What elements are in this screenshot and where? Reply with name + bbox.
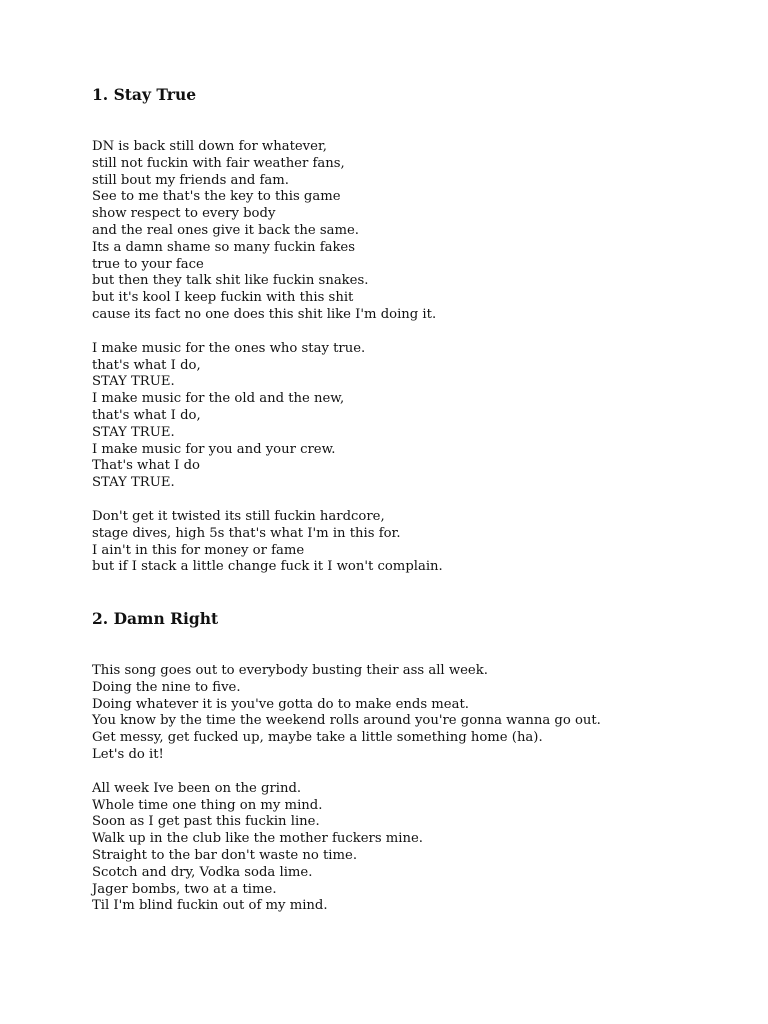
lyric-line: Get messy, get fucked up, maybe take a little something home (ha). [92, 730, 543, 746]
lyric-line: cause its fact no one does this shit like I'm doing it. [92, 306, 437, 322]
lyric-line: still bout my friends and fam. [92, 172, 289, 188]
lyric-line: Jager bombs, two at a time. [92, 881, 277, 897]
lyric-line: Scotch and dry, Vodka soda lime. [92, 864, 313, 880]
lyric-line: Straight to the bar don't waste no time. [92, 847, 358, 863]
lyric-line: All week Ive been on the grind. [92, 780, 302, 796]
lyric-line: Let's do it! [92, 746, 164, 762]
lyric-line: I make music for the old and the new, [92, 391, 345, 407]
lyric-line: Whole time one thing on my mind. [92, 797, 323, 813]
lyrics [92, 663, 752, 915]
lyric-line: This song goes out to everybody busting their ass all week. [92, 663, 488, 678]
lyric-line: stage dives, high 5s that's what I'm in this for. [92, 525, 401, 541]
lyric-line: Soon as I get past this fuckin line. [92, 814, 320, 830]
lyric-line: but then they talk shit like fuckin snakes. [92, 273, 369, 289]
chorus [92, 341, 752, 492]
song-stay-true [92, 85, 752, 593]
lyric-line: that's what I do, [92, 357, 201, 373]
lyric-line: Walk up in the club like the mother fuckers mine. [92, 831, 423, 847]
verse-1 [92, 781, 752, 915]
lyric-line: still not fuckin with fair weather fans, [92, 155, 345, 171]
lyric-line: I make music for the ones who stay true. [92, 340, 366, 356]
lyric-line: but it's kool I keep fuckin with this shit [92, 290, 354, 306]
lyric-line: and the real ones give it back the same. [92, 222, 359, 238]
lyric-line: You know by the time the weekend rolls around you're gonna wanna go out. [92, 713, 601, 729]
verse-1 [92, 139, 752, 324]
lyric-line: Doing the nine to five. [92, 679, 241, 695]
lyric-line: I ain't in this for money or fame [92, 542, 305, 558]
song-title: 1. Stay True [92, 85, 197, 104]
lyric-line: but if I stack a little change fuck it I won't complain. [92, 559, 443, 575]
lyric-line: I make music for you and your crew. [92, 441, 336, 457]
song-damn-right [92, 609, 752, 932]
lyric-line: show respect to every body [92, 206, 276, 222]
lyric-line: STAY TRUE. [92, 374, 175, 390]
lyric-line: Doing whatever it is you've gotta do to make ends meat. [92, 696, 469, 712]
lyric-line: DN is back still down for whatever, [92, 139, 327, 154]
lyric-line: that's what I do, [92, 407, 201, 423]
lyrics [92, 139, 752, 576]
lyric-line: STAY TRUE. [92, 424, 175, 440]
lyric-line: That's what I do [92, 458, 200, 474]
lyric-line: Don't get it twisted its still fuckin hardcore, [92, 508, 385, 524]
lyric-line: STAY TRUE. [92, 475, 175, 491]
lyric-line: Its a damn shame so many fuckin fakes [92, 239, 356, 255]
lyric-line: Til I'm blind fuckin out of my mind. [92, 898, 328, 914]
verse-2 [92, 509, 752, 576]
lyric-line: See to me that's the key to this game [92, 189, 341, 205]
song-title: 2. Damn Right [92, 609, 219, 628]
intro [92, 663, 752, 764]
lyric-line: true to your face [92, 256, 204, 272]
